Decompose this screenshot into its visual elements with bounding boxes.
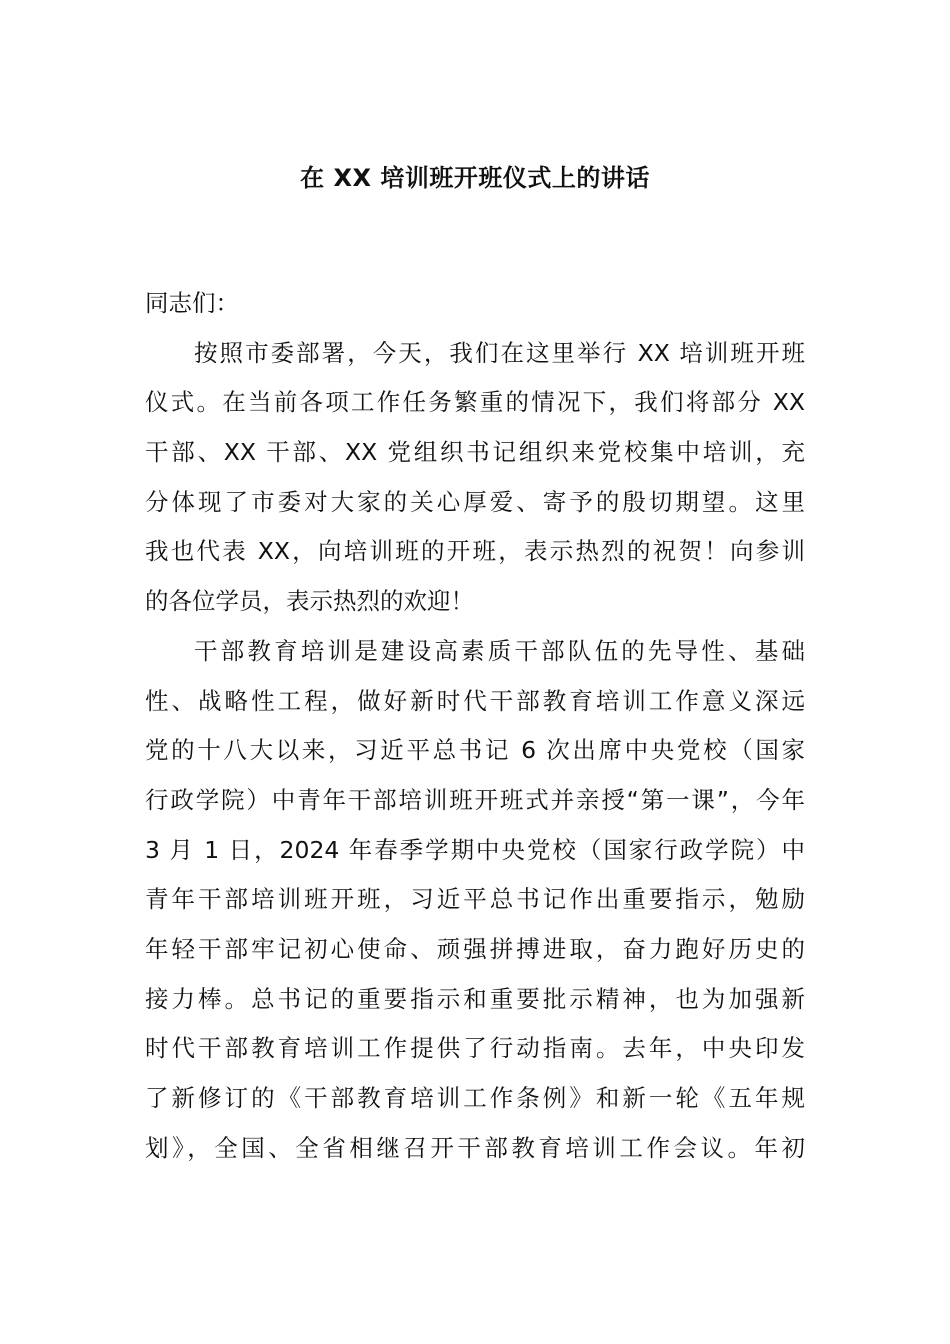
paragraph-line: 行政学院）中青年干部培训班开班式并亲授“第一课”，今年 xyxy=(145,785,805,814)
salutation-line: 同志们： xyxy=(145,289,239,317)
paragraph-line: 干部教育培训是建设高素质干部队伍的先导性、基础 xyxy=(194,636,805,665)
paragraph-line: 年轻干部牢记初心使命、顽强拼搏进取，奋力跑好历史的 xyxy=(145,934,805,963)
paragraph-line: 干部、XX 干部、XX 党组织书记组织来党校集中培训，充 xyxy=(145,438,805,467)
paragraph-line: 仪式。在当前各项工作任务繁重的情况下，我们将部分 XX xyxy=(145,388,805,417)
paragraph-line: 3 月 1 日，2024 年春季学期中央党校（国家行政学院）中 xyxy=(145,835,805,864)
paragraph-line: 我也代表 XX，向培训班的开班，表示热烈的祝贺！向参训 xyxy=(145,537,805,566)
paragraph-line: 党的十八大以来，习近平总书记 6 次出席中央党校（国家 xyxy=(145,736,805,765)
paragraph-line: 接力棒。总书记的重要指示和重要批示精神，也为加强新 xyxy=(145,984,805,1013)
paragraph-line: 了新修订的《干部教育培训工作条例》和新一轮《五年规 xyxy=(145,1084,805,1112)
paragraph-line: 性、战略性工程，做好新时代干部教育培训工作意义深远 xyxy=(145,686,805,715)
paragraph-line: 的各位学员，表示热烈的欢迎！ xyxy=(145,587,474,616)
paragraph-line: 青年干部培训班开班，习近平总书记作出重要指示，勉励 xyxy=(145,885,805,914)
document-title: 在 XX 培训班开班仪式上的讲话 xyxy=(300,164,650,192)
paragraph-line: 划》，全国、全省相继召开干部教育培训工作会议。年初 xyxy=(145,1133,805,1162)
paragraph-line: 时代干部教育培训工作提供了行动指南。去年，中央印发 xyxy=(145,1034,805,1063)
document-body xyxy=(145,279,805,1173)
paragraph-line: 分体现了市委对大家的关心厚爱、寄予的殷切期望。这里 xyxy=(145,487,805,516)
paragraph-line: 按照市委部署，今天，我们在这里举行 XX 培训班开班 xyxy=(194,338,805,367)
